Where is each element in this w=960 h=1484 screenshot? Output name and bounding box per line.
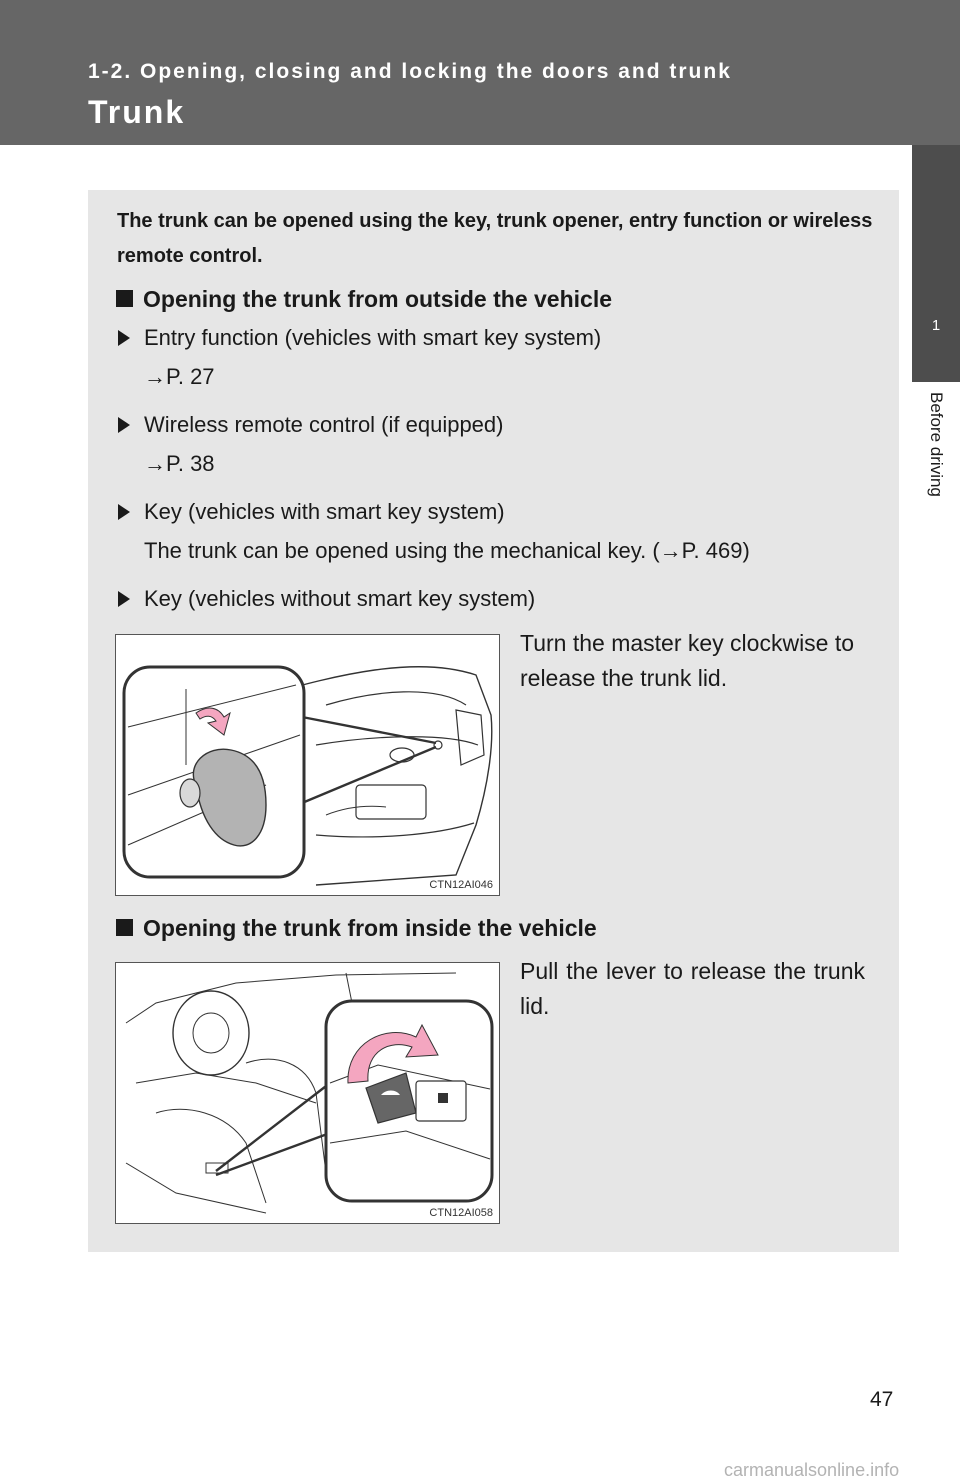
figure-trunk-key [115,634,500,896]
triangle-bullet-icon [118,417,130,433]
list-item-label: Key (vehicles without smart key system) [144,586,536,611]
triangle-bullet-icon [118,504,130,520]
trunk-lever-illustration [116,963,499,1223]
section-title: 1-2. Opening, closing and locking the doors and trunk [88,60,732,83]
instruction-inside: Pull the lever to release the trunk lid. [520,958,865,1019]
page-number: 47 [870,1388,894,1411]
list-item [118,325,601,351]
list-item-detail: The trunk can be opened using the mechanical key. (→P. 469) [144,538,750,563]
intro-text: The trunk can be opened using the key, trunk opener, entry function or wireless remote control. [117,210,873,267]
triangle-bullet-icon [118,591,130,607]
page-header [0,0,960,145]
heading-outside [116,286,612,313]
chapter-number: 1 [931,317,941,334]
triangle-bullet-icon [118,330,130,346]
chapter-label-container [916,392,956,542]
square-bullet-icon [116,919,133,936]
list-item [118,586,535,612]
list-item-label: Wireless remote control (if equipped) [144,412,504,437]
figure-trunk-lever [115,962,500,1224]
list-item-label: Entry function (vehicles with smart key system) [144,325,602,350]
figure-code: CTN12AI046 [429,879,493,891]
list-item-detail: →P. 27 [144,364,215,389]
trunk-key-illustration [116,635,499,895]
list-item [118,499,505,525]
list-item-detail: →P. 38 [144,451,215,476]
chapter-label: Before driving [927,392,946,497]
list-item-label: Key (vehicles with smart key system) [144,499,505,524]
heading-inside-text: Opening the trunk from inside the vehicle [143,915,597,941]
watermark: carmanualsonline.info [724,1460,900,1480]
figure-code: CTN12AI058 [429,1207,493,1219]
list-item [118,412,503,438]
square-bullet-icon [116,290,133,307]
chapter-tab [912,145,960,382]
instruction-outside: Turn the master key clockwise to release the trunk lid. [520,630,855,691]
page-title: Trunk [88,94,186,130]
heading-inside [116,915,597,942]
heading-outside-text: Opening the trunk from outside the vehicle [143,286,612,312]
content-panel [88,190,899,1252]
